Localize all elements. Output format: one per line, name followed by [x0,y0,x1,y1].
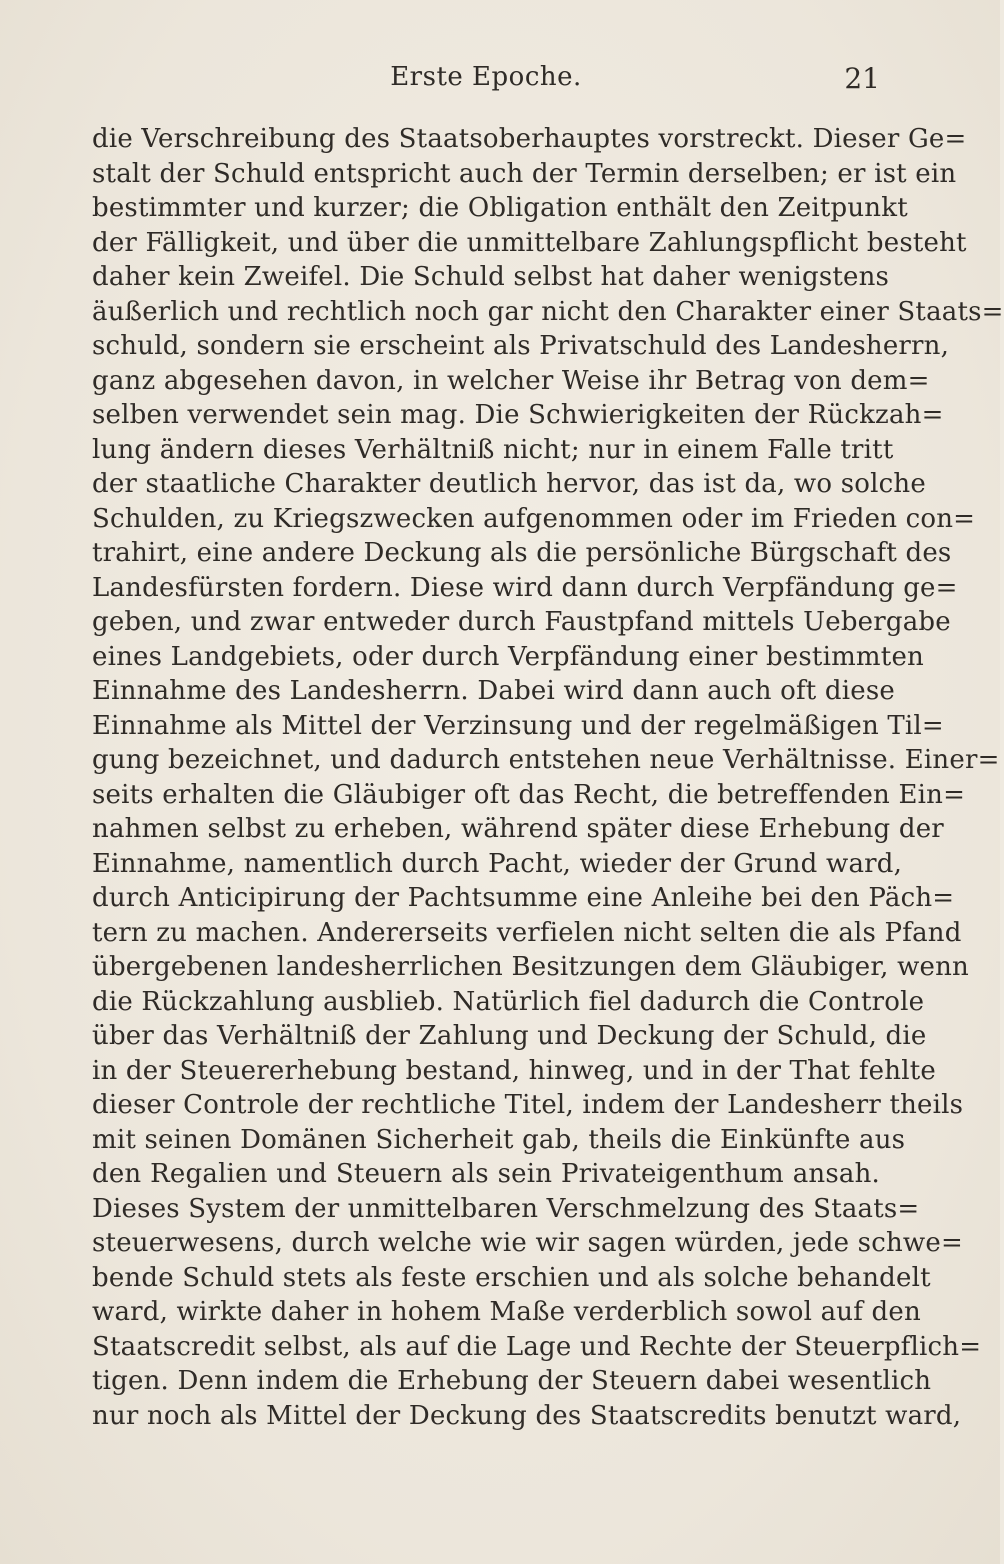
text-line: übergebenen landesherrlichen Besitzungen dem Gläubiger, wenn [92,952,969,982]
text-line: Staatscredit selbst, als auf die Lage und Rechte der Steuerpflich= [92,1331,982,1362]
text-line: schuld, sondern sie erscheint als Privatschuld des Landesherrn, [92,331,950,361]
text-line: der staatliche Charakter deutlich hervor, das ist da, wo solche [92,469,926,499]
text-line: dieser Controle der rechtliche Titel, indem der Landesherr theils [92,1090,964,1120]
text-line: Dieses System der unmittelbaren Verschmelzung des Staats= [92,1193,920,1224]
page-number: 21 [844,62,880,95]
text-line: nahmen selbst zu erheben, während später diese Erhebung der [92,814,944,844]
text-line: in der Steuererhebung bestand, hinweg, und in der That fehlte [92,1055,936,1086]
text-line: über das Verhältniß der Zahlung und Deckung der Schuld, die [92,1021,927,1051]
text-line: der Fälligkeit, und über die unmittelbare Zahlungspflicht besteht [92,227,967,258]
running-title: Erste Epoche. [390,62,582,92]
text-line: mit seinen Domänen Sicherheit gab, theils die Einkünfte aus [92,1124,906,1155]
text-line: gung bezeichnet, und dadurch entstehen neue Verhältnisse. Einer= [92,745,1000,775]
text-line: daher kein Zweifel. Die Schuld selbst hat daher wenigstens [92,262,890,292]
text-line: trahirt, eine andere Deckung als die persönliche Bürgschaft des [92,538,952,568]
text-line: Einnahme, namentlich durch Pacht, wieder der Grund ward, [92,848,903,879]
text-line: die Verschreibung des Staatsoberhauptes vorstreckt. Dieser Ge= [92,124,967,154]
text-line: ganz abgesehen davon, in welcher Weise ihr Betrag von dem= [92,365,930,396]
text-line: Schulden, zu Kriegszwecken aufgenommen oder im Frieden con= [92,503,976,534]
text-line: tern zu machen. Andererseits verfielen nicht selten die als Pfand [92,917,962,948]
page-header [92,62,880,102]
text-line: seits erhalten die Gläubiger oft das Recht, die betreffenden Ein= [92,779,966,810]
text-line: stalt der Schuld entspricht auch der Termin derselben; er ist ein [92,158,957,189]
text-line: selben verwendet sein mag. Die Schwierigkeiten der Rückzah= [92,400,944,430]
text-line: bende Schuld stets als feste erschien und als solche behandelt [92,1262,931,1293]
text-line: die Rückzahlung ausblieb. Natürlich fiel dadurch die Controle [92,986,925,1017]
text-line: geben, und zwar entweder durch Faustpfand mittels Uebergabe [92,607,951,637]
text-line: lung ändern dieses Verhältniß nicht; nur in einem Falle tritt [92,434,894,465]
text-line: durch Anticipirung der Pachtsumme eine Anleihe bei den Päch= [92,883,955,913]
text-line: Einnahme als Mittel der Verzinsung und der regelmäßigen Til= [92,710,944,741]
text-line: eines Landgebiets, oder durch Verpfändung einer bestimmten [92,641,924,672]
text-line: den Regalien und Steuern als sein Privateigenthum ansah. [92,1159,880,1189]
text-line: bestimmter und kurzer; die Obligation enthält den Zeitpunkt [92,193,908,223]
text-line: äußerlich und rechtlich noch gar nicht den Charakter einer Staats= [92,296,1004,327]
text-line: Landesfürsten fordern. Diese wird dann durch Verpfändung ge= [92,572,958,603]
text-line: tigen. Denn indem die Erhebung der Steuern dabei wesentlich [92,1366,932,1396]
text-line: Einnahme des Landesherrn. Dabei wird dann auch oft diese [92,676,895,706]
text-line: steuerwesens, durch welche wie wir sagen würden, jede schwe= [92,1228,963,1258]
text-line: ward, wirkte daher in hohem Maße verderblich sowol auf den [92,1297,921,1327]
body-text [92,122,1004,1433]
text-line: nur noch als Mittel der Deckung des Staatscredits benutzt ward, [92,1400,962,1431]
